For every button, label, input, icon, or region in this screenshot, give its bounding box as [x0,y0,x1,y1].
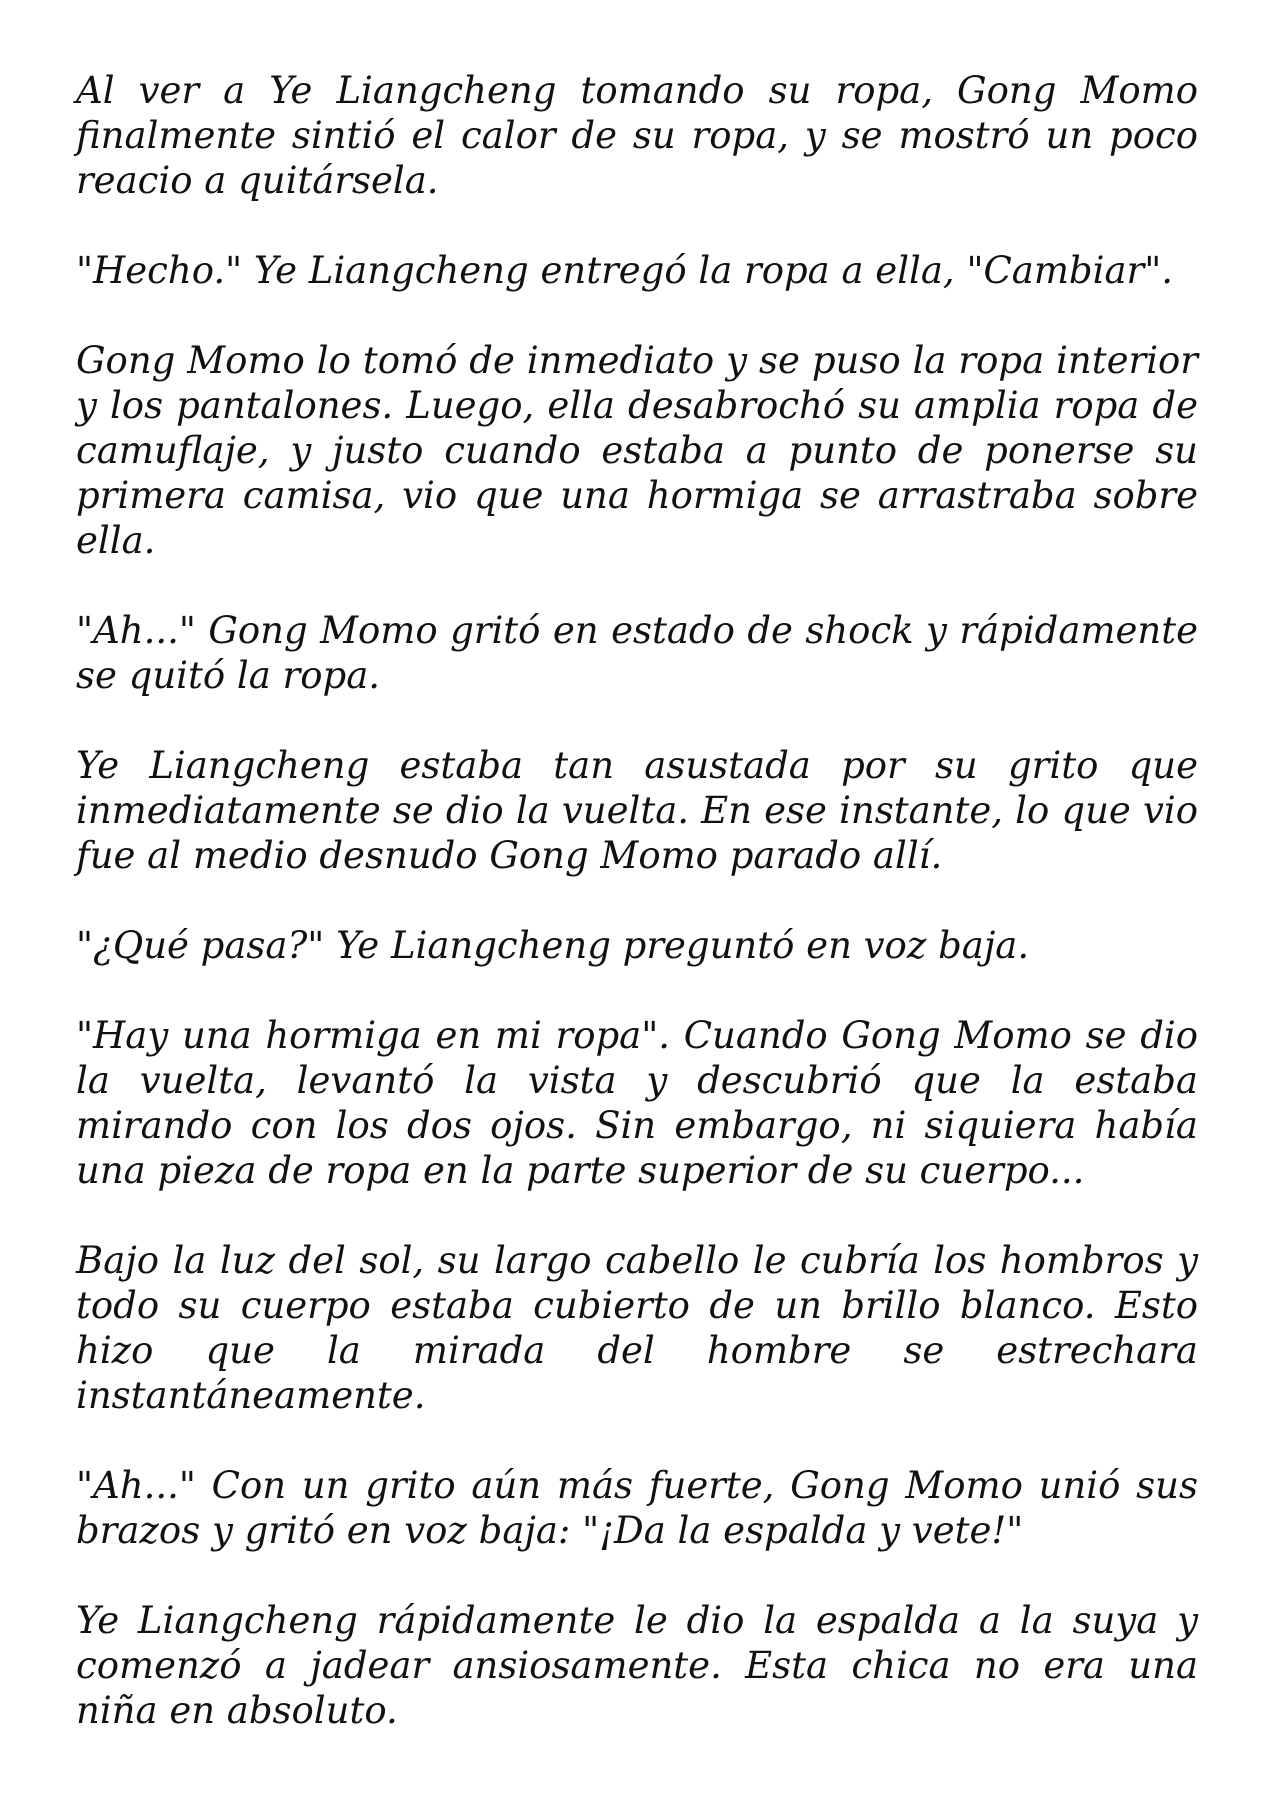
paragraph-10: Ye Liangcheng rápidamente le dio la espalda a la suya y comenzó a jadear ansiosamente. Esta chica no era una niña en absoluto. [76,1599,1198,1732]
paragraph-1: Al ver a Ye Liangcheng tomando su ropa, Gong Momo finalmente sintió el calor de su ropa, y se mostró un poco reacio a quitársela. [76,69,1198,202]
paragraph-3: Gong Momo lo tomó de inmediato y se puso la ropa interior y los pantalones. Luego, ella desabrochó su amplia ropa de camuflaje, y justo cuando estaba a punto de ponerse su primera camisa, vio que una hormiga se arrastraba sobre ella. [76,339,1198,562]
paragraph-5: Ye Liangcheng estaba tan asustada por su grito que inmediatamente se dio la vuelta. En ese instante, lo que vio fue al medio desnudo Gong Momo parado allí. [76,744,1198,877]
paragraph-2: "Hecho." Ye Liangcheng entregó la ropa a ella, "Cambiar". [76,249,1173,292]
paragraph-9: "Ah..." Con un grito aún más fuerte, Gong Momo unió sus brazos y gritó en voz baja: "¡Da la espalda y vete!" [76,1464,1198,1552]
paragraph-6: "¿Qué pasa?" Ye Liangcheng preguntó en voz baja. [76,924,1030,967]
paragraph-4: "Ah..." Gong Momo gritó en estado de shock y rápidamente se quitó la ropa. [76,609,1198,697]
paragraph-8: Bajo la luz del sol, su largo cabello le cubría los hombros y todo su cuerpo estaba cubierto de un brillo blanco. Esto hizo que la mirada del hombre se estrechara instantáneamente. [76,1239,1198,1417]
document-page [76,68,1198,1733]
paragraph-7: "Hay una hormiga en mi ropa". Cuando Gong Momo se dio la vuelta, levantó la vista y descubrió que la estaba mirando con los dos ojos. Sin embargo, ni siquiera había una pieza de ropa en la parte superior de su cuerpo... [76,1014,1198,1192]
